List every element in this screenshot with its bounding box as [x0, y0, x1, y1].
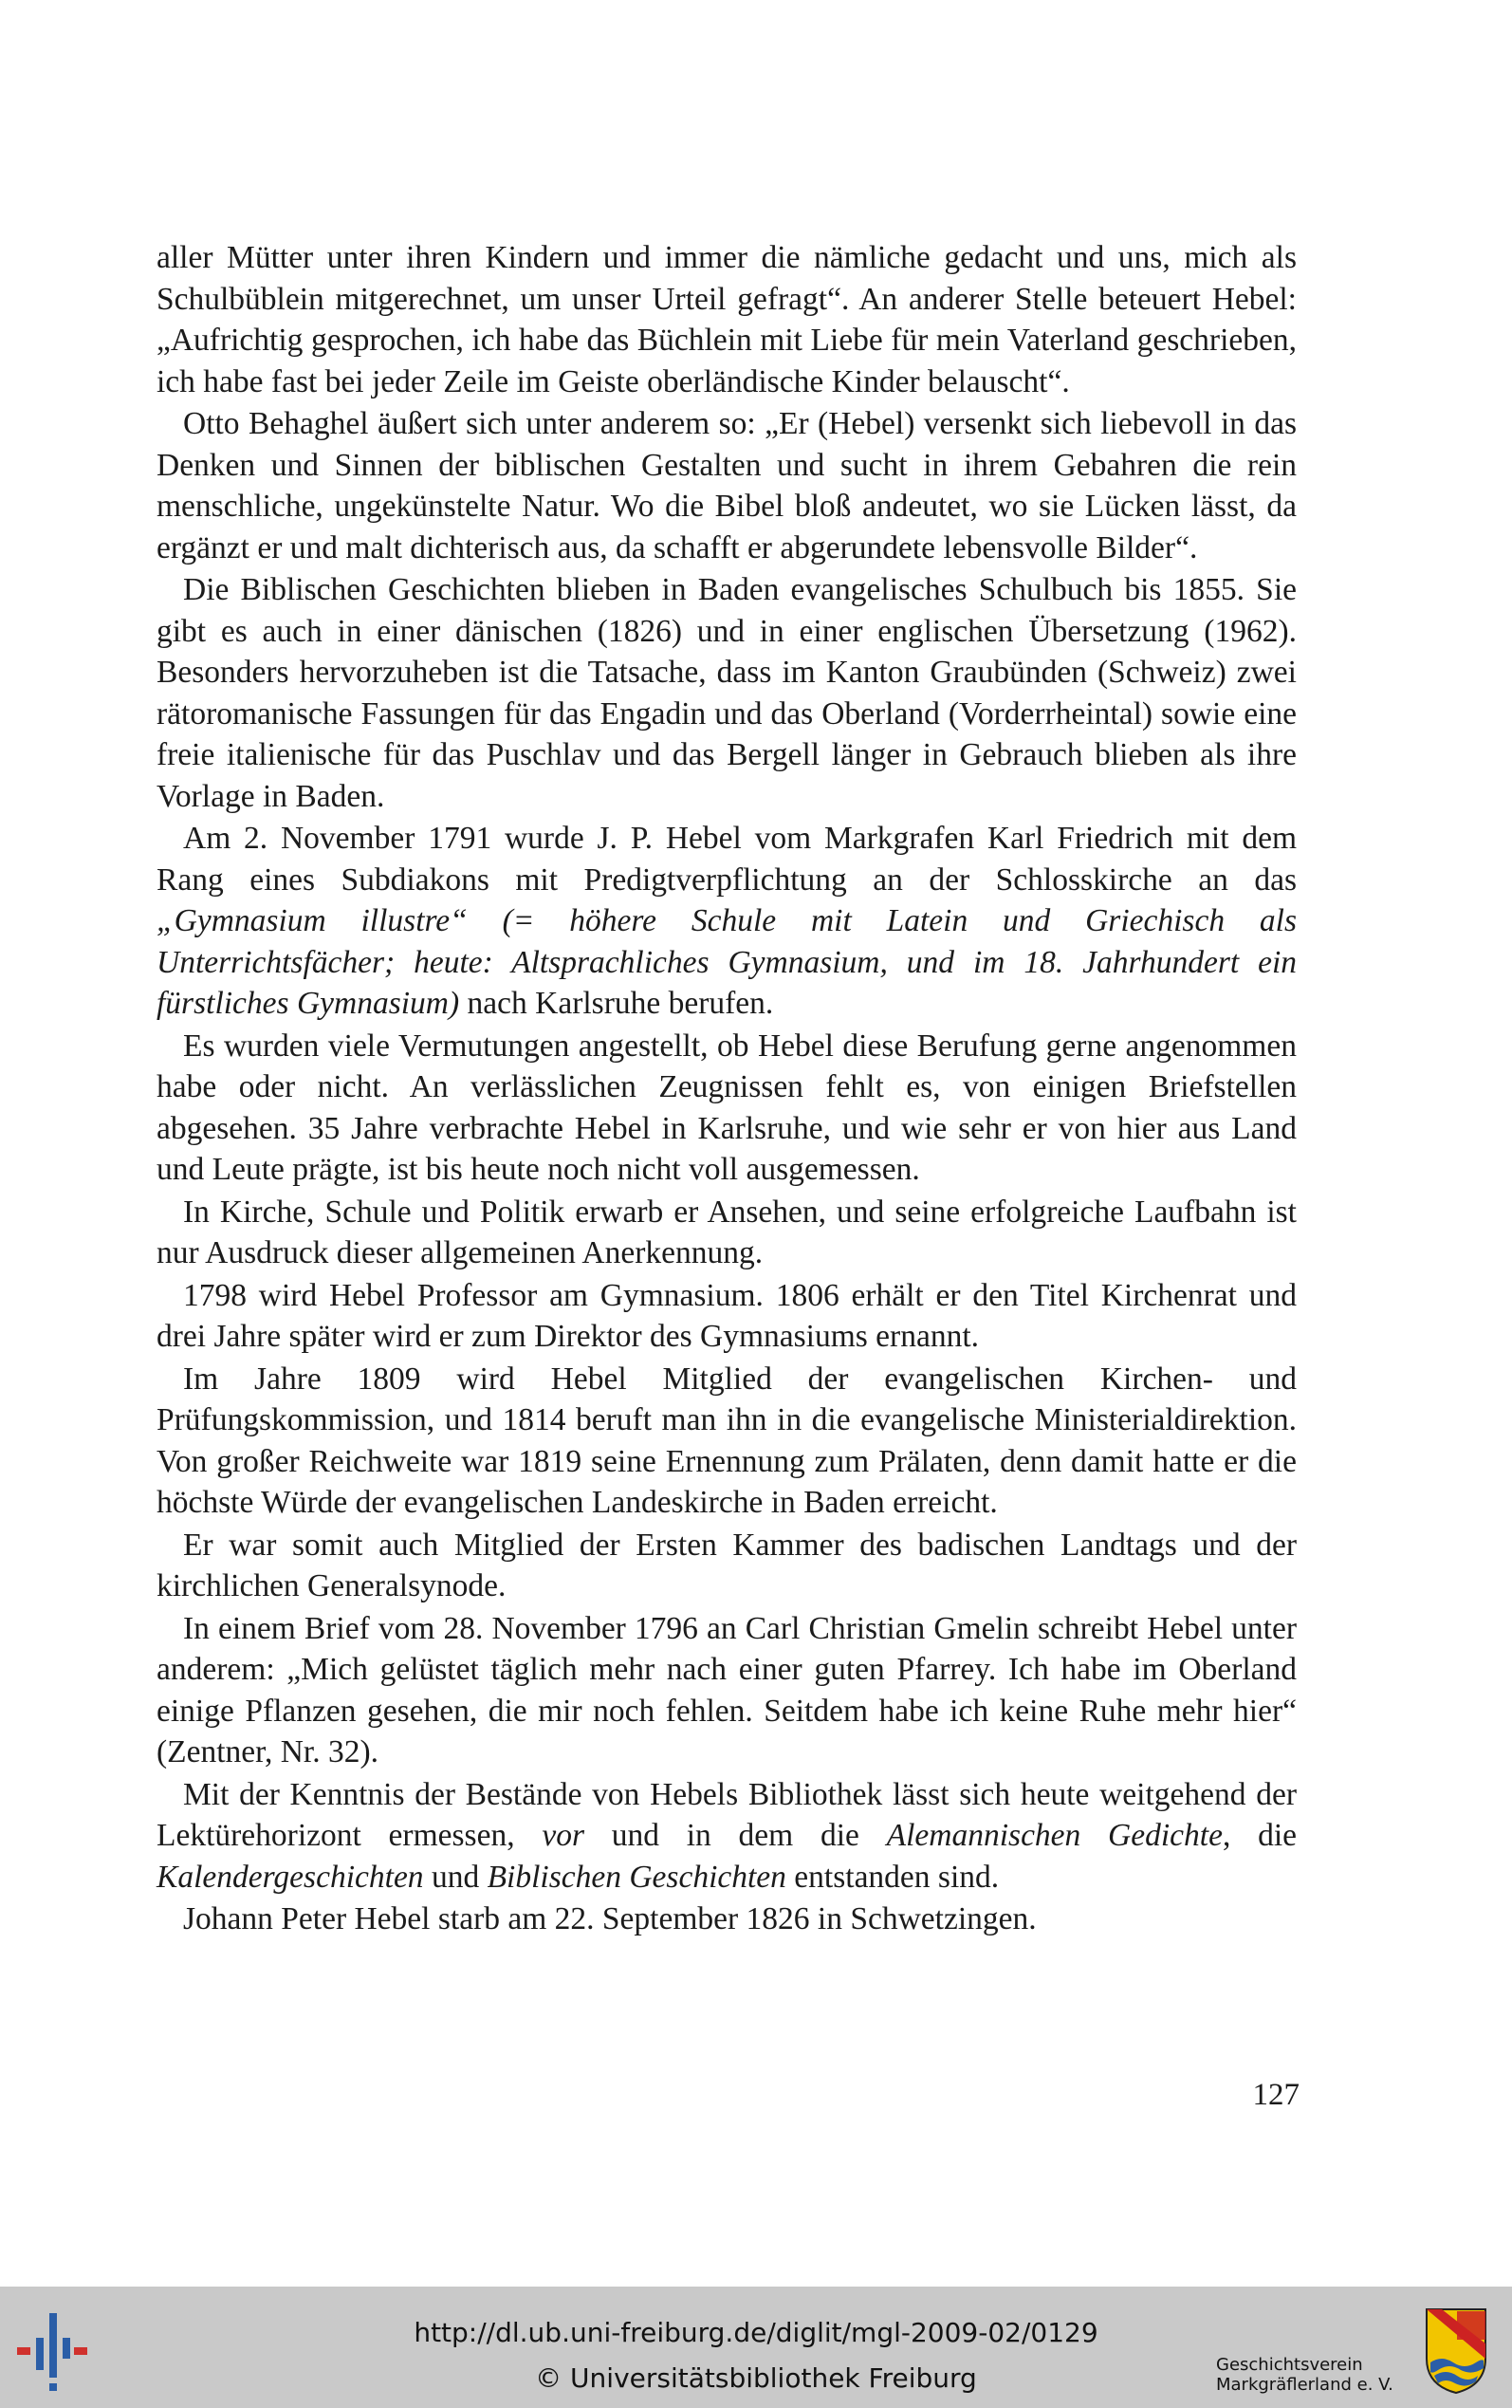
paragraph: Johann Peter Hebel starb am 22. September 1826 in Schwetzingen.: [183, 1901, 1037, 1936]
text-span: und in dem die: [611, 1818, 859, 1853]
paragraph: Otto Behaghel äußert sich unter anderem so: „Er (Hebel) versenkt sich liebevoll in das Denken und Sinnen der biblischen Gestalten und sucht in ihrem Gebahren die rein menschliche, ungekünstelte Natur. Wo die Bibel bloß andeutet, wo sie Lücken lässt, da ergänzt er und malt dichterisch aus, da schafft er abgerundete lebensvolle Bilder“.: [157, 406, 1297, 565]
coat-of-arms-icon: [1423, 2306, 1489, 2397]
text-span: Mit der Kenntnis der Bestände von Hebels Bibliothek lässt sich heute weitgehend der Lektürehorizont ermessen,: [157, 1776, 1297, 1853]
italic-span: vor: [542, 1818, 584, 1853]
society-name-line: Geschichtsverein: [1216, 2355, 1363, 2375]
paragraph: 1798 wird Hebel Professor am Gymnasium. 1806 erhält er den Titel Kirchenrat und drei Jahre später wird er zum Direktor des Gymnasiums ernannt.: [157, 1277, 1297, 1354]
italic-span: Kalendergeschichten: [157, 1859, 424, 1895]
society-name: [1216, 2355, 1406, 2395]
paragraph: Es wurden viele Vermutungen angestellt, ob Hebel diese Berufung gerne angenommen habe oder nicht. An verlässlichen Zeugnissen fehlt es, von einigen Briefstellen abgesehen. 35 Jahre verbrachte Hebel in Karlsruhe, und wie sehr er von hier aus Land und Leute prägte, ist bis heute noch nicht voll ausgemessen.: [157, 1028, 1297, 1187]
italic-span: Alemannischen Gedichte: [886, 1818, 1223, 1853]
text-span: und: [431, 1859, 480, 1895]
paragraph: Die Biblischen Geschichten blieben in Baden evangelisches Schulbuch bis 1855. Sie gibt es auch in einer dänischen (1826) und in einer englischen Übersetzung (1962). Besonders hervorzuheben ist die Tatsache, dass im Kanton Graubünden (Schweiz) zwei rätoromanische Fassungen für das Engadin und das Oberland (Vorderrheintal) sowie eine freie italienische für das Puschlav und das Bergell länger in Gebrauch blieben als ihre Vorlage in Baden.: [157, 572, 1297, 814]
body-text: [157, 237, 1297, 1940]
paragraph: In Kirche, Schule und Politik erwarb er Ansehen, und seine erfolgreiche Laufbahn ist nur Ausdruck dieser allgemeinen Anerkennung.: [157, 1194, 1297, 1270]
text-span: entstanden sind.: [794, 1859, 1000, 1895]
paragraph: [157, 1774, 1297, 1899]
paragraph: Er war somit auch Mitglied der Ersten Kammer des badischen Landtags und der kirchlichen Generalsynode.: [157, 1527, 1297, 1603]
text-span: Am 2. November 1791 wurde J. P. Hebel vom Markgrafen Karl Friedrich mit dem Rang eines Subdiakons mit Predigtverpflichtung an der Schlosskirche an das: [157, 821, 1297, 898]
page-number: 127: [1252, 2078, 1300, 2112]
footer-url-link[interactable]: http://dl.ub.uni-freiburg.de/diglit/mgl-2009-02/0129: [414, 2317, 1098, 2348]
paragraph: Im Jahre 1809 wird Hebel Mitglied der evangelischen Kirchen- und Prüfungskommission, und 1814 beruft man ihn in die evangelische Ministerialdirektion. Von großer Reichweite war 1819 seine Ernennung zum Prälaten, denn damit hatte er die höchste Würde der evangelischen Landeskirche in Baden erreicht.: [157, 1361, 1297, 1520]
text-span: , die: [1222, 1818, 1298, 1853]
footer-bar: [0, 2287, 1512, 2408]
text-span: nach Karlsruhe berufen.: [467, 986, 774, 1021]
italic-span: Biblischen Geschichten: [487, 1859, 786, 1895]
footer-copyright: © Universitätsbibliothek Freiburg: [535, 2362, 977, 2394]
paragraph: In einem Brief vom 28. November 1796 an Carl Christian Gmelin schreibt Hebel unter anderem: „Mich gelüstet täglich mehr nach einer guten Pfarrey. Ich habe im Oberland einige Pflanzen gesehen, die mir noch fehlen. Seitdem habe ich keine Ruhe mehr hier“ (Zentner, Nr. 32).: [157, 1610, 1297, 1769]
paragraph: aller Mütter unter ihren Kindern und immer die nämliche gedacht und uns, mich als Schulbüblein mitgerechnet, um unser Urteil gefragt“. An anderer Stelle beteuert Hebel: „Aufrichtig gesprochen, ich habe das Büchlein mit Liebe für mein Vaterland geschrieben, ich habe fast bei jeder Zeile im Geiste oberländische Kinder belauscht“.: [157, 240, 1297, 399]
society-name-line: Markgräflerland e. V.: [1216, 2375, 1393, 2395]
italic-span: „Gymnasium illustre“ (= höhere Schule mit Latein und Griechisch als Unterrichtsfächer; heute: Altsprachliches Gymnasium, und im 18. Jahrhundert ein fürstliches Gymnasium): [157, 903, 1297, 1021]
paragraph: [157, 818, 1297, 1025]
